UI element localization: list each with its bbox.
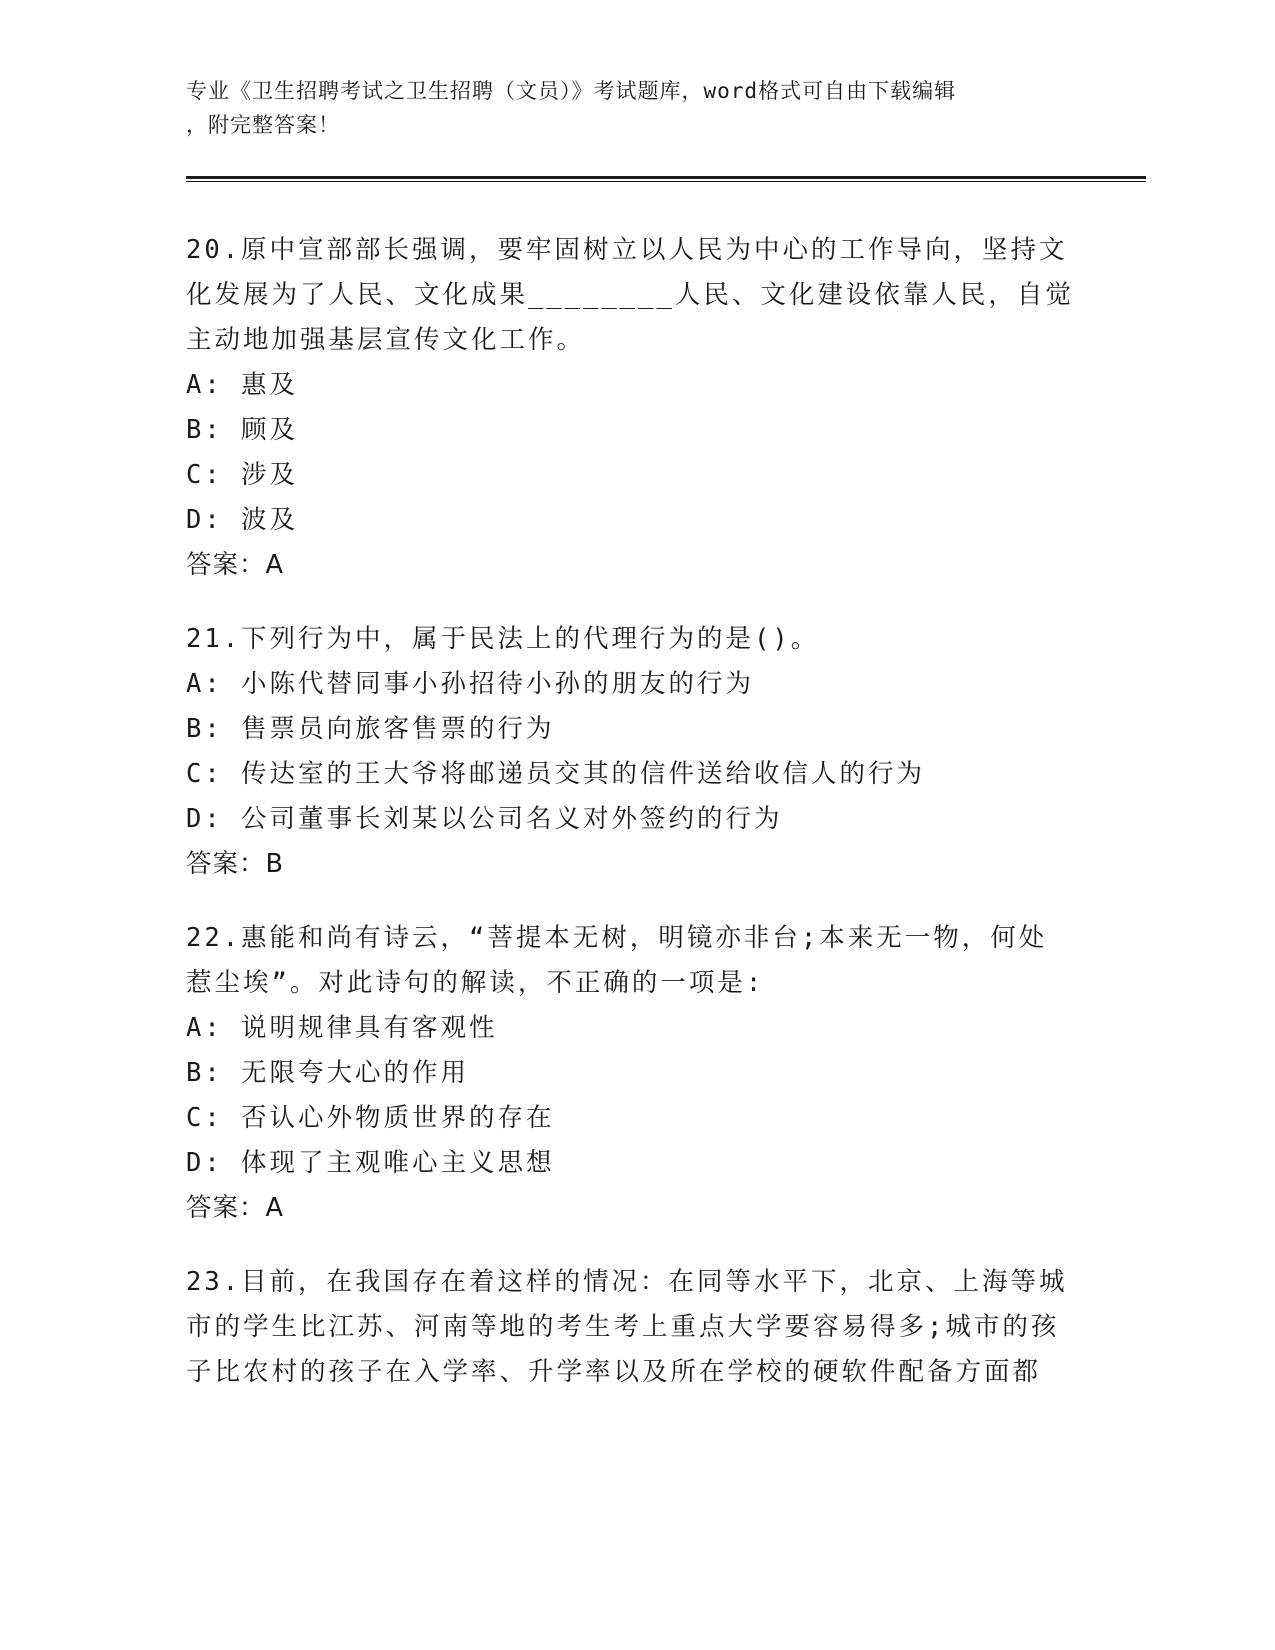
question-22 xyxy=(186,916,1086,1231)
question-list xyxy=(186,228,1086,1424)
answer-line: 答案：A xyxy=(186,550,284,580)
option-c: C: 否认心外物质世界的存在 xyxy=(186,1103,555,1133)
header-line-2: ，附完整答案！ xyxy=(186,113,340,137)
option-a: A: 说明规律具有客观性 xyxy=(186,1013,498,1043)
stem-line: 20.原中宣部部长强调，要牢固树立以人民为中心的工作导向，坚持文 xyxy=(186,235,1068,265)
option-c: C: 涉及 xyxy=(186,460,299,490)
stem-line: 惹尘埃”。对此诗句的解读，不正确的一项是: xyxy=(186,968,765,998)
option-d: D: 体现了主观唯心主义思想 xyxy=(186,1148,555,1178)
header-line-1: 专业《卫生招聘考试之卫生招聘（文员）》考试题库，word格式可自由下载编辑 xyxy=(186,79,957,103)
option-d: D: 公司董事长刘某以公司名义对外签约的行为 xyxy=(186,804,783,834)
question-stem xyxy=(186,228,1086,363)
stem-line: 市的学生比江苏、河南等地的考生考上重点大学要容易得多;城市的孩 xyxy=(186,1312,1060,1342)
option-b: B: 顾及 xyxy=(186,415,299,445)
answer-line: 答案：B xyxy=(186,849,284,879)
stem-line: 子比农村的孩子在入学率、升学率以及所在学校的硬软件配备方面都 xyxy=(186,1357,1042,1387)
header-divider-thin xyxy=(186,181,1146,182)
option-a: A: 惠及 xyxy=(186,370,299,400)
question-20 xyxy=(186,228,1086,588)
question-stem xyxy=(186,1260,1086,1395)
question-21 xyxy=(186,617,1086,887)
header-divider xyxy=(186,176,1146,179)
answer-line: 答案：A xyxy=(186,1193,284,1223)
question-23 xyxy=(186,1260,1086,1395)
stem-line: 21.下列行为中，属于民法上的代理行为的是()。 xyxy=(186,624,820,654)
option-a: A: 小陈代替同事小孙招待小孙的朋友的行为 xyxy=(186,669,755,699)
option-b: B: 售票员向旅客售票的行为 xyxy=(186,714,555,744)
stem-line: 化发展为了人民、文化成果________人民、文化建设依靠人民，自觉 xyxy=(186,280,1074,310)
document-header xyxy=(186,74,1066,142)
stem-line: 主动地加强基层宣传文化工作。 xyxy=(186,325,586,355)
question-stem xyxy=(186,916,1086,1006)
option-b: B: 无限夸大心的作用 xyxy=(186,1058,470,1088)
stem-line: 22.惠能和尚有诗云，“菩提本无树，明镜亦非台;本来无一物，何处 xyxy=(186,923,1048,953)
question-stem xyxy=(186,617,1086,662)
option-c: C: 传达室的王大爷将邮递员交其的信件送给收信人的行为 xyxy=(186,759,926,789)
stem-line: 23.目前，在我国存在着这样的情况：在同等水平下，北京、上海等城 xyxy=(186,1267,1068,1297)
option-d: D: 波及 xyxy=(186,505,299,535)
